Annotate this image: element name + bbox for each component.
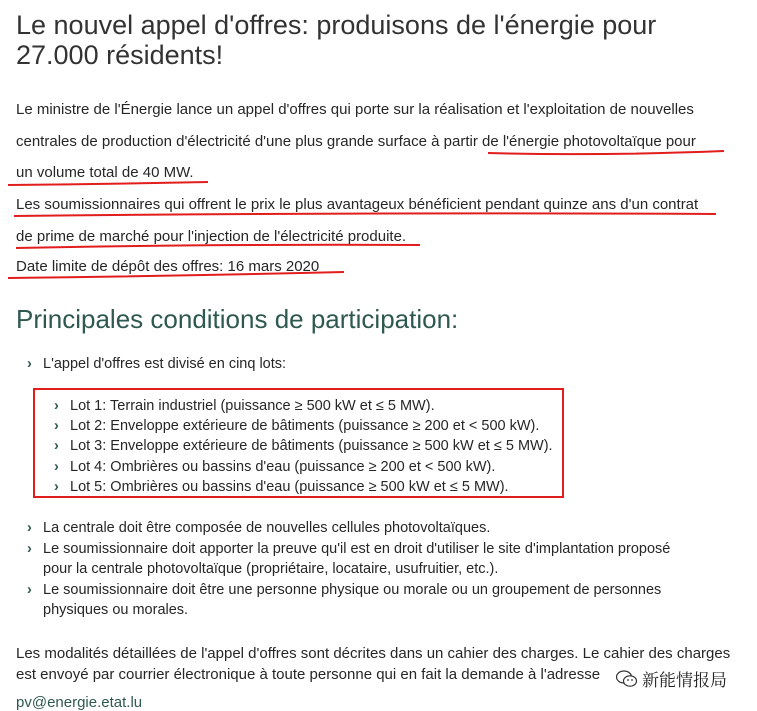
lot-text: Lot 5: Ombrières ou bassins d'eau (puissance ≥ 500 kW et ≤ 5 MW). [70,479,509,495]
chevron-right-icon: › [54,438,59,454]
condition-text: pour la centrale photovoltaïque (propriétaire, locataire, usufruitier, etc.). [43,561,499,577]
chevron-right-icon: › [54,398,59,414]
red-underline-annotations [0,0,757,300]
intro-line-3: un volume total de 40 MW. [16,164,194,181]
watermark-text: 新能情报局 [642,671,727,690]
watermark [616,666,727,691]
chevron-right-icon: › [54,418,59,434]
wechat-icon [616,670,638,688]
list-item-lot [54,436,553,456]
list-item-condition-1 [27,518,491,538]
list-item-lot [54,457,496,477]
condition-text: Le soumissionnaire doit apporter la preuve qu'il est en droit d'utiliser le site d'implantation proposé [43,541,671,557]
condition-text: La centrale doit être composée de nouvelles cellules photovoltaïques. [43,520,491,536]
lots-intro-text: L'appel d'offres est divisé en cinq lots: [43,356,287,372]
chevron-right-icon: › [27,356,32,372]
chevron-right-icon: › [27,582,32,598]
intro-line-5: de prime de marché pour l'injection de l'électricité produite. [16,228,407,245]
chevron-right-icon: › [54,459,59,475]
chevron-right-icon: › [27,520,32,536]
condition-text: Le soumissionnaire doit être une personne physique ou morale ou un groupement de personnes [43,582,662,598]
list-item-lot [54,477,509,497]
details-line-1: Les modalités détaillées de l'appel d'offres sont décrites dans un cahier des charges. Le cahier des charges [16,645,731,662]
intro-line-1: Le ministre de l'Énergie lance un appel d'offres qui porte sur la réalisation et l'exploitation de nouvelles [16,101,694,118]
intro-line-2: centrales de production d'électricité d'une plus grande surface à partir de l'énergie photovoltaïque pour [16,133,696,150]
deadline-line: Date limite de dépôt des offres: 16 mars 2020 [16,258,320,275]
list-item-lot [54,396,435,416]
chevron-right-icon: › [27,541,32,557]
lot-text: Lot 4: Ombrières ou bassins d'eau (puissance ≥ 200 et < 500 kW). [70,459,496,475]
details-line-2: est envoyé par courrier électronique à toute personne qui en fait la demande à l'adresse [16,666,601,683]
intro-line-4: Les soumissionnaires qui offrent le prix le plus avantageux bénéficient pendant quinze ans d'un contrat [16,196,699,213]
chevron-right-icon: › [54,479,59,495]
page-title: Le nouvel appel d'offres: produisons de l'énergie pour 27.000 résidents! [16,10,657,70]
lot-text: Lot 1: Terrain industriel (puissance ≥ 500 kW et ≤ 5 MW). [70,398,435,414]
list-item-condition-3 [27,580,662,620]
list-item-condition-2 [27,539,671,579]
email-link[interactable]: pv@energie.etat.lu [16,694,143,711]
lot-text: Lot 2: Enveloppe extérieure de bâtiments (puissance ≥ 200 et < 500 kW). [70,418,540,434]
condition-text: physiques ou morales. [43,602,189,618]
list-item-lot [54,416,540,436]
list-item-lots-intro [27,354,287,374]
lot-text: Lot 3: Enveloppe extérieure de bâtiments (puissance ≥ 500 kW et ≤ 5 MW). [70,438,553,454]
conditions-heading: Principales conditions de participation: [16,304,459,334]
